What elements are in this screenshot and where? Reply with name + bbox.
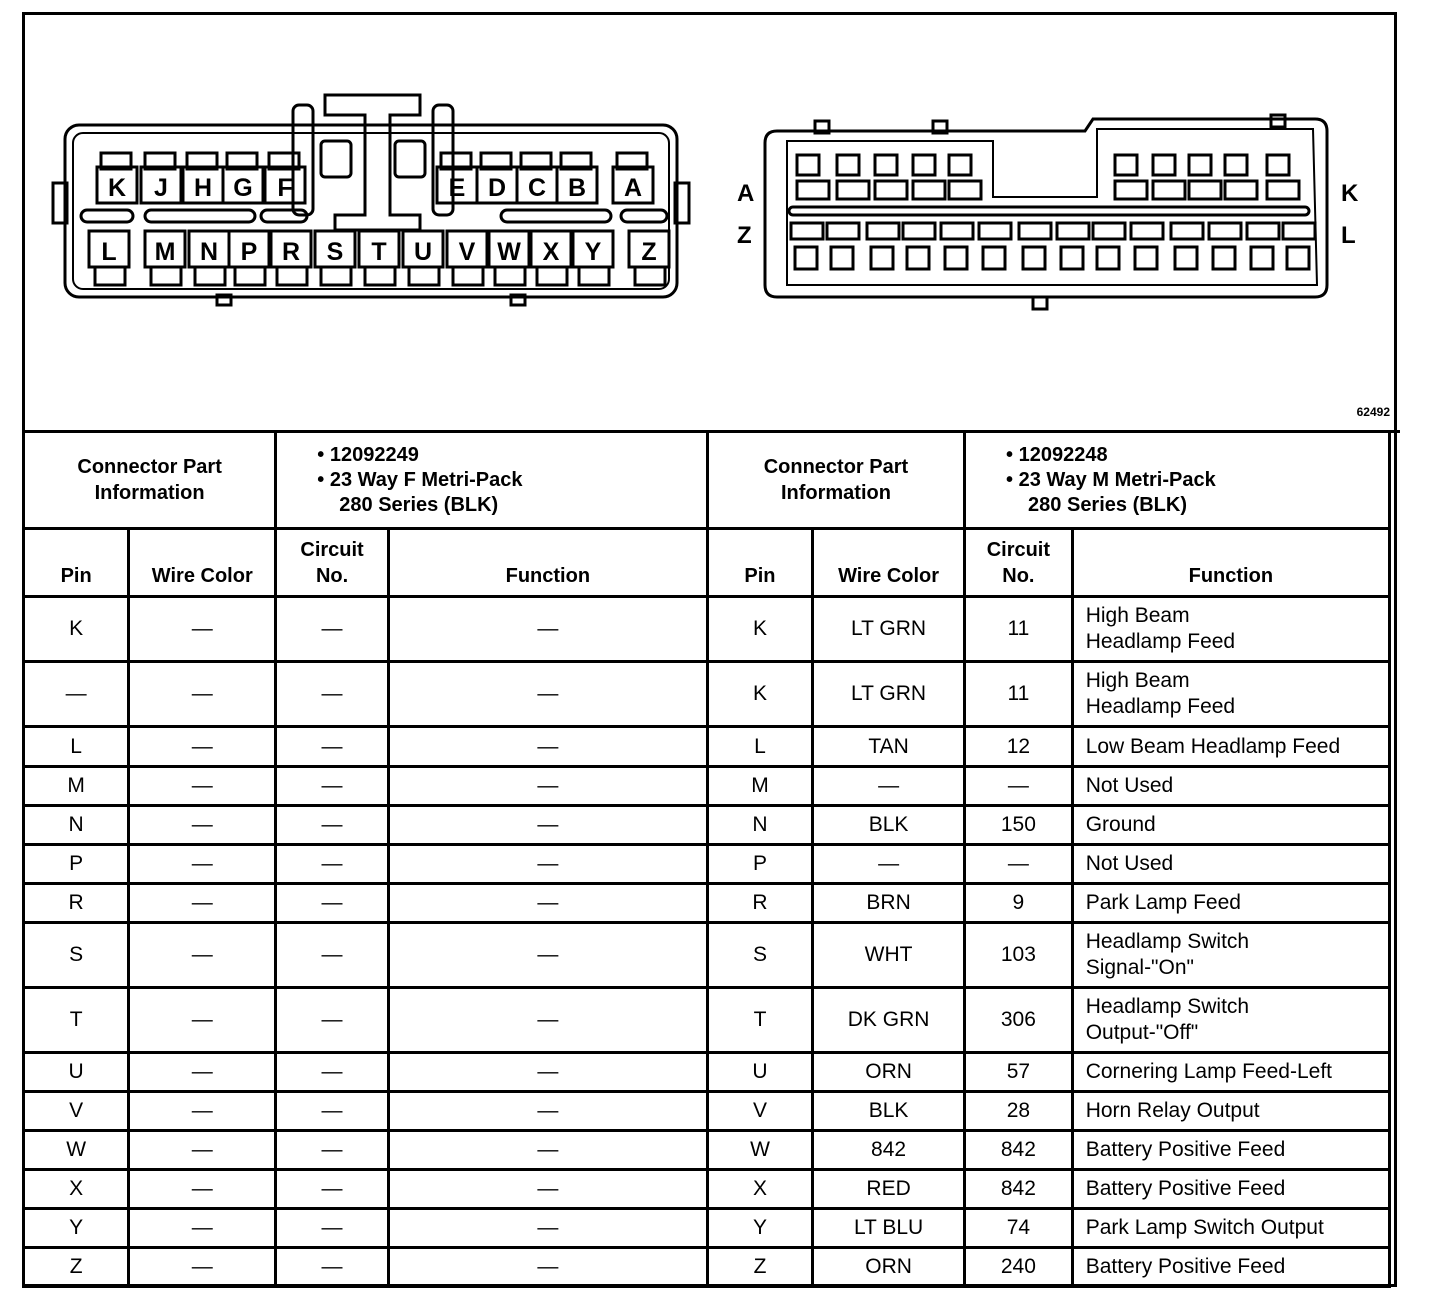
- col-wire-color: Wire Color: [813, 529, 965, 597]
- table-row: [24, 1131, 1390, 1170]
- right-pin: V: [707, 1092, 812, 1131]
- pin-terminal: [95, 267, 125, 285]
- table-row: [24, 988, 1390, 1053]
- left-circuit: —: [276, 1248, 389, 1287]
- male-pin: [797, 155, 819, 175]
- left-wire-color: —: [129, 767, 276, 806]
- right-pin: U: [707, 1053, 812, 1092]
- right-wire-color: TAN: [813, 727, 965, 767]
- right-pin: R: [707, 884, 812, 923]
- left-circuit: —: [276, 884, 389, 923]
- male-pin-slot: [1189, 181, 1221, 199]
- male-pin: [1267, 155, 1289, 175]
- left-wire-color: —: [129, 597, 276, 662]
- pin-label-Z: Z: [641, 238, 657, 266]
- right-function: Headlamp Switch Output-"Off": [1072, 988, 1389, 1053]
- pin-label-D: D: [487, 174, 507, 202]
- left-function: —: [388, 845, 707, 884]
- right-pin: K: [707, 597, 812, 662]
- left-circuit: —: [276, 1131, 389, 1170]
- right-part-info-label: Connector Part Information: [707, 432, 964, 529]
- right-function: Ground: [1072, 806, 1389, 845]
- male-pin-slot: [1267, 181, 1299, 199]
- male-pin-slot: [1153, 181, 1185, 199]
- left-circuit: —: [276, 767, 389, 806]
- female-separator-bar: [501, 210, 611, 222]
- female-separator-bar: [145, 210, 255, 222]
- latch-post: [293, 105, 313, 215]
- diagram-frame: [22, 12, 1397, 1287]
- male-pin: [1135, 247, 1157, 269]
- left-pin: Z: [24, 1248, 129, 1287]
- left-wire-color: —: [129, 1248, 276, 1287]
- left-function: —: [388, 767, 707, 806]
- pin-terminal: [537, 267, 567, 285]
- right-circuit: 240: [965, 1248, 1073, 1287]
- male-pin-slot: [1115, 181, 1147, 199]
- male-pin: [1287, 247, 1309, 269]
- latch-clip: [321, 141, 351, 177]
- pin-label-P: P: [240, 238, 258, 266]
- male-pin: [983, 247, 1005, 269]
- female-foot: [217, 295, 231, 305]
- right-wire-color: LT GRN: [813, 597, 965, 662]
- right-wire-color: —: [813, 845, 965, 884]
- right-wire-color: 842: [813, 1131, 965, 1170]
- male-pin-slot: [875, 181, 907, 199]
- right-part-series: 280 Series (BLK): [1028, 493, 1188, 516]
- col-pin: Pin: [707, 529, 812, 597]
- table-row: [24, 1209, 1390, 1248]
- table-row: [24, 1092, 1390, 1131]
- left-pin: K: [24, 597, 129, 662]
- left-wire-color: —: [129, 1209, 276, 1248]
- left-function: —: [388, 884, 707, 923]
- table-row: [24, 727, 1390, 767]
- left-circuit: —: [276, 806, 389, 845]
- figure-id: 62492: [1356, 405, 1390, 419]
- male-separator-bar: [789, 207, 1309, 215]
- table-row: [24, 806, 1390, 845]
- male-pin-slot: [1057, 223, 1089, 239]
- pin-label-A: A: [623, 174, 643, 202]
- male-pin-slot: [1209, 223, 1241, 239]
- right-function: Battery Positive Feed: [1072, 1131, 1389, 1170]
- right-pin: T: [707, 988, 812, 1053]
- left-function: —: [388, 1170, 707, 1209]
- male-pin: [871, 247, 893, 269]
- pin-label-F: F: [277, 174, 293, 202]
- pin-terminal: [495, 267, 525, 285]
- col-function: Function: [388, 529, 707, 597]
- left-circuit: —: [276, 1092, 389, 1131]
- column-header-row: [24, 529, 1390, 597]
- right-circuit: 11: [965, 662, 1073, 727]
- left-wire-color: —: [129, 727, 276, 767]
- left-function: —: [388, 806, 707, 845]
- pin-label-L: L: [101, 238, 117, 266]
- male-pin: [1061, 247, 1083, 269]
- male-pin: [795, 247, 817, 269]
- male-pin: [831, 247, 853, 269]
- right-circuit: 842: [965, 1131, 1073, 1170]
- pin-label-V: V: [458, 238, 476, 266]
- male-pin: [913, 155, 935, 175]
- right-function: Cornering Lamp Feed-Left: [1072, 1053, 1389, 1092]
- pin-label-J: J: [154, 174, 168, 202]
- male-pin-slot: [1019, 223, 1051, 239]
- left-function: —: [388, 597, 707, 662]
- pinout-rows: [24, 597, 1390, 1287]
- male-side-label: A: [737, 180, 755, 207]
- pin-label-C: C: [527, 174, 547, 202]
- left-circuit: —: [276, 923, 389, 988]
- pin-terminal: [453, 267, 483, 285]
- male-pin: [837, 155, 859, 175]
- connector-diagram: [25, 15, 1400, 433]
- left-part-number: 12092249: [329, 443, 419, 466]
- pin-label-N: N: [199, 238, 219, 266]
- pin-label-W: W: [497, 238, 521, 266]
- male-pin-slot: [1131, 223, 1163, 239]
- male-pin-slot: [949, 181, 981, 199]
- male-pin-slot: [1283, 223, 1315, 239]
- right-circuit: 57: [965, 1053, 1073, 1092]
- right-pin: X: [707, 1170, 812, 1209]
- col-function: Function: [1072, 529, 1389, 597]
- left-pin: Y: [24, 1209, 129, 1248]
- right-function: Battery Positive Feed: [1072, 1248, 1389, 1287]
- right-function: High Beam Headlamp Feed: [1072, 662, 1389, 727]
- left-pin: P: [24, 845, 129, 884]
- left-wire-color: —: [129, 923, 276, 988]
- left-part-series: 280 Series (BLK): [339, 493, 499, 516]
- left-wire-color: —: [129, 988, 276, 1053]
- male-pin-slot: [797, 181, 829, 199]
- right-function: Battery Positive Feed: [1072, 1170, 1389, 1209]
- female-separator-bar: [621, 210, 667, 222]
- left-wire-color: —: [129, 662, 276, 727]
- table-row: [24, 1053, 1390, 1092]
- right-pin: M: [707, 767, 812, 806]
- left-circuit: —: [276, 662, 389, 727]
- right-function: Horn Relay Output: [1072, 1092, 1389, 1131]
- male-pin-slot: [1247, 223, 1279, 239]
- right-part-number: 12092248: [1018, 443, 1108, 466]
- left-function: —: [388, 662, 707, 727]
- right-pin: K: [707, 662, 812, 727]
- right-circuit: —: [965, 845, 1073, 884]
- left-wire-color: —: [129, 1053, 276, 1092]
- male-pin: [1153, 155, 1175, 175]
- left-pin: W: [24, 1131, 129, 1170]
- left-part-info: • 12092249 • 23 Way F Metri-Pack 280 Series (BLK): [276, 432, 708, 529]
- male-side-label: Z: [737, 222, 752, 249]
- pin-terminal: [195, 267, 225, 285]
- right-function: Low Beam Headlamp Feed: [1072, 727, 1389, 767]
- left-wire-color: —: [129, 845, 276, 884]
- pin-terminal: [409, 267, 439, 285]
- connector-drawings: [25, 15, 1395, 430]
- left-part-info-label: Connector Part Information: [24, 432, 276, 529]
- left-part-desc: 23 Way F Metri-Pack: [329, 468, 523, 491]
- pin-label-G: G: [233, 174, 253, 202]
- left-function: —: [388, 1209, 707, 1248]
- male-pin: [1225, 155, 1247, 175]
- right-circuit: —: [965, 767, 1073, 806]
- left-circuit: —: [276, 597, 389, 662]
- left-circuit: —: [276, 988, 389, 1053]
- pin-label-T: T: [371, 238, 387, 266]
- right-wire-color: ORN: [813, 1248, 965, 1287]
- col-circuit: Circuit No.: [276, 529, 389, 597]
- right-pin: P: [707, 845, 812, 884]
- right-circuit: 842: [965, 1170, 1073, 1209]
- right-function: Headlamp Switch Signal-"On": [1072, 923, 1389, 988]
- left-wire-color: —: [129, 884, 276, 923]
- left-pin: L: [24, 727, 129, 767]
- pin-label-Y: Y: [584, 238, 602, 266]
- right-circuit: 11: [965, 597, 1073, 662]
- right-pin: Z: [707, 1248, 812, 1287]
- pin-label-U: U: [413, 238, 433, 266]
- left-function: —: [388, 988, 707, 1053]
- right-function: Park Lamp Feed: [1072, 884, 1389, 923]
- male-side-label: L: [1341, 222, 1356, 249]
- male-pin-slot: [867, 223, 899, 239]
- male-pin-slot: [1093, 223, 1125, 239]
- right-pin: W: [707, 1131, 812, 1170]
- male-pin: [907, 247, 929, 269]
- left-circuit: —: [276, 727, 389, 767]
- male-pin: [1023, 247, 1045, 269]
- left-pin: N: [24, 806, 129, 845]
- part-info-row: [24, 432, 1390, 529]
- table-row: [24, 884, 1390, 923]
- female-separator-bar: [81, 210, 133, 222]
- left-pin: —: [24, 662, 129, 727]
- right-circuit: 12: [965, 727, 1073, 767]
- male-pin-slot: [1225, 181, 1257, 199]
- left-function: —: [388, 1053, 707, 1092]
- left-function: —: [388, 1248, 707, 1287]
- left-function: —: [388, 923, 707, 988]
- male-pin-slot: [791, 223, 823, 239]
- table-row: [24, 597, 1390, 662]
- right-wire-color: DK GRN: [813, 988, 965, 1053]
- pin-terminal: [151, 267, 181, 285]
- left-pin: M: [24, 767, 129, 806]
- right-wire-color: BLK: [813, 806, 965, 845]
- pin-label-B: B: [567, 174, 587, 202]
- male-pin-slot: [979, 223, 1011, 239]
- right-wire-color: LT GRN: [813, 662, 965, 727]
- right-part-desc: 23 Way M Metri-Pack: [1018, 468, 1216, 491]
- right-wire-color: BRN: [813, 884, 965, 923]
- left-wire-color: —: [129, 1170, 276, 1209]
- right-wire-color: WHT: [813, 923, 965, 988]
- pin-terminal: [321, 267, 351, 285]
- male-pin: [875, 155, 897, 175]
- male-pin: [1213, 247, 1235, 269]
- male-pin: [1115, 155, 1137, 175]
- pin-label-E: E: [448, 174, 466, 202]
- male-side-label: K: [1341, 180, 1359, 207]
- male-top-tab: [1271, 115, 1285, 127]
- male-pin: [1251, 247, 1273, 269]
- pin-terminal: [365, 267, 395, 285]
- male-pin-slot: [837, 181, 869, 199]
- right-wire-color: ORN: [813, 1053, 965, 1092]
- pin-terminal: [235, 267, 265, 285]
- male-pin: [1189, 155, 1211, 175]
- right-circuit: 9: [965, 884, 1073, 923]
- left-circuit: —: [276, 1209, 389, 1248]
- left-pin: R: [24, 884, 129, 923]
- left-circuit: —: [276, 1053, 389, 1092]
- left-pin: X: [24, 1170, 129, 1209]
- right-pin: Y: [707, 1209, 812, 1248]
- right-function: Not Used: [1072, 767, 1389, 806]
- male-foot: [1033, 297, 1047, 309]
- female-foot: [511, 295, 525, 305]
- pin-label-K: K: [107, 174, 127, 202]
- male-pin-slot: [903, 223, 935, 239]
- male-pin: [1097, 247, 1119, 269]
- left-pin: T: [24, 988, 129, 1053]
- table-row: [24, 1248, 1390, 1287]
- right-wire-color: LT BLU: [813, 1209, 965, 1248]
- table-row: [24, 923, 1390, 988]
- right-pin: S: [707, 923, 812, 988]
- table-row: [24, 767, 1390, 806]
- right-circuit: 150: [965, 806, 1073, 845]
- right-circuit: 74: [965, 1209, 1073, 1248]
- male-pin: [945, 247, 967, 269]
- pinout-table: [22, 430, 1391, 1288]
- right-pin: L: [707, 727, 812, 767]
- right-part-info: • 12092248 • 23 Way M Metri-Pack 280 Series (BLK): [965, 432, 1390, 529]
- pin-terminal: [579, 267, 609, 285]
- right-function: High Beam Headlamp Feed: [1072, 597, 1389, 662]
- male-pin-slot: [827, 223, 859, 239]
- col-circuit: Circuit No.: [965, 529, 1073, 597]
- right-function: Not Used: [1072, 845, 1389, 884]
- col-wire-color: Wire Color: [129, 529, 276, 597]
- table-row: [24, 662, 1390, 727]
- left-circuit: —: [276, 845, 389, 884]
- left-circuit: —: [276, 1170, 389, 1209]
- latch-icon: [325, 95, 420, 230]
- left-pin: U: [24, 1053, 129, 1092]
- left-function: —: [388, 727, 707, 767]
- left-function: —: [388, 1131, 707, 1170]
- right-function: Park Lamp Switch Output: [1072, 1209, 1389, 1248]
- male-pin-slot: [1171, 223, 1203, 239]
- left-wire-color: —: [129, 806, 276, 845]
- pin-label-X: X: [542, 238, 560, 266]
- right-pin: N: [707, 806, 812, 845]
- col-pin: Pin: [24, 529, 129, 597]
- pin-label-S: S: [326, 238, 344, 266]
- right-wire-color: BLK: [813, 1092, 965, 1131]
- male-pin-slot: [941, 223, 973, 239]
- right-circuit: 103: [965, 923, 1073, 988]
- right-circuit: 306: [965, 988, 1073, 1053]
- right-circuit: 28: [965, 1092, 1073, 1131]
- pin-label-M: M: [154, 238, 176, 266]
- pin-label-R: R: [281, 238, 301, 266]
- left-function: —: [388, 1092, 707, 1131]
- right-wire-color: RED: [813, 1170, 965, 1209]
- left-wire-color: —: [129, 1092, 276, 1131]
- male-pin: [949, 155, 971, 175]
- left-pin: V: [24, 1092, 129, 1131]
- table-row: [24, 845, 1390, 884]
- male-pin-slot: [913, 181, 945, 199]
- pin-label-H: H: [193, 174, 213, 202]
- pin-terminal: [635, 267, 665, 285]
- left-wire-color: —: [129, 1131, 276, 1170]
- right-wire-color: —: [813, 767, 965, 806]
- left-pin: S: [24, 923, 129, 988]
- table-row: [24, 1170, 1390, 1209]
- latch-clip: [395, 141, 425, 177]
- pin-terminal: [277, 267, 307, 285]
- male-pin: [1175, 247, 1197, 269]
